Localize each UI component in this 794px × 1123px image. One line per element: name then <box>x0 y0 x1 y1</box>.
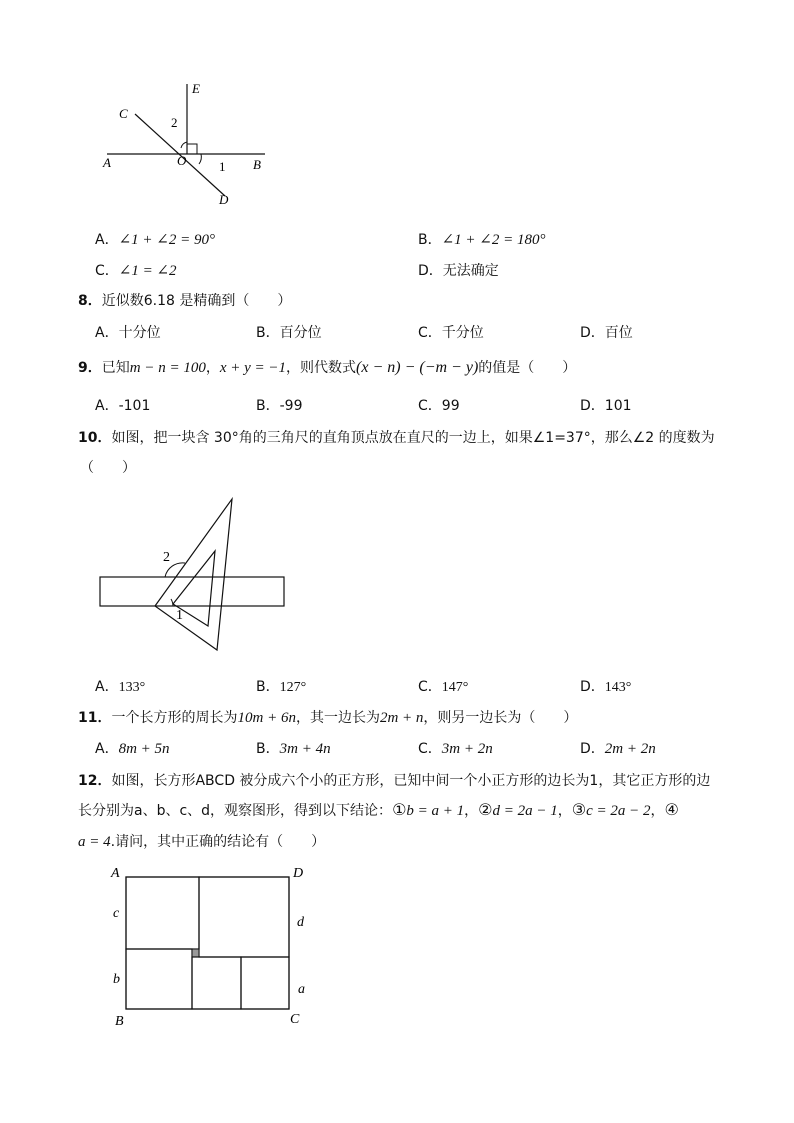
option-letter: D． <box>580 325 605 341</box>
option-text: 无法确定 <box>442 263 499 279</box>
q11-option-d[interactable] <box>580 738 656 758</box>
option-text: 143° <box>604 680 632 695</box>
option-text: 99 <box>441 398 460 414</box>
option-text: 十分位 <box>118 325 161 341</box>
q10-option-d[interactable] <box>580 676 631 696</box>
q9-stem <box>78 357 576 377</box>
question-text: 如图，长方形ABCD 被分成六个小的正方形，已知中间一个小正方形的边长为1，其它正方形的边 <box>111 773 711 789</box>
question-text: 如图，把一块含 30°角的三角尺的直角顶点放在直尺的一边上，如果∠1=37°，那么∠2 的度数为 <box>111 430 715 446</box>
option-letter: A． <box>95 398 119 414</box>
q10-figure <box>95 493 295 658</box>
label-o: O <box>177 153 187 168</box>
stem-mid: ，其一边长为 <box>295 710 380 726</box>
option-text: 3m + 4n <box>279 741 331 757</box>
label-b-side: b <box>113 972 120 987</box>
expression: (x − n) − (−m − y) <box>356 359 479 376</box>
option-letter: C． <box>95 263 119 279</box>
rectangle-abcd <box>126 877 289 1009</box>
label-d-vertex: D <box>293 866 304 881</box>
q9-option-b[interactable] <box>256 395 302 415</box>
option-text: -101 <box>118 398 151 414</box>
option-text: 百分位 <box>279 325 322 341</box>
label-2: 2 <box>171 115 178 130</box>
option-text: 8m + 5n <box>118 741 170 757</box>
q10-option-c[interactable] <box>418 676 468 696</box>
condition-1: m − n = 100 <box>129 360 206 376</box>
square-a-left <box>192 957 241 1009</box>
square-c <box>126 877 199 949</box>
stem-suffix: 的值是（ ） <box>478 360 577 376</box>
option-text: 百位 <box>604 325 633 341</box>
option-letter: A． <box>95 325 119 341</box>
q7-option-b[interactable] <box>418 229 546 249</box>
option-text: -99 <box>279 398 303 414</box>
conclusion-1-mark: ① <box>392 800 407 819</box>
q7-figure <box>95 78 285 213</box>
option-text: 3m + 2n <box>441 741 493 757</box>
label-b-vertex: B <box>115 1014 124 1029</box>
stem-mid: ，则代数式 <box>286 360 357 376</box>
option-letter: C． <box>418 741 442 757</box>
q11-stem <box>78 707 577 727</box>
separator: ， <box>205 360 220 376</box>
label-c: C <box>119 106 128 121</box>
angle1-arc <box>199 154 201 164</box>
option-letter: A． <box>95 741 119 757</box>
condition-2: x + y = −1 <box>219 360 287 376</box>
option-letter: C． <box>418 398 442 414</box>
label-e: E <box>192 81 200 96</box>
q8-option-d[interactable] <box>580 322 633 342</box>
perimeter-expr: 10m + 6n <box>237 710 296 726</box>
q9-option-c[interactable] <box>418 395 460 415</box>
option-text: ∠1 + ∠2 = 90° <box>118 232 215 248</box>
conclusion-4: a = 4 <box>78 834 111 850</box>
option-letter: B． <box>256 398 280 414</box>
stem-suffix: .请问，其中正确的结论有（ ） <box>110 834 326 850</box>
question-text: 近似数6.18 是精确到（ ） <box>101 293 292 309</box>
label-c-vertex: C <box>290 1012 300 1027</box>
q9-option-d[interactable] <box>580 395 632 415</box>
option-letter: A． <box>95 232 119 248</box>
label-1: 1 <box>219 159 226 174</box>
q7-option-c[interactable] <box>95 260 177 280</box>
ruler <box>100 577 284 606</box>
triangle-ruler-outer <box>155 499 232 650</box>
q9-option-a[interactable] <box>95 395 150 415</box>
option-letter: B． <box>256 741 280 757</box>
option-letter: D． <box>580 679 605 695</box>
q12-figure <box>105 862 320 1032</box>
square-center <box>192 949 199 957</box>
square-a-right <box>241 957 289 1009</box>
stem-prefix: 一个长方形的周长为 <box>111 710 238 726</box>
label-d: D <box>219 192 229 207</box>
option-letter: A． <box>95 679 119 695</box>
question-number: 11． <box>78 710 112 726</box>
q10-option-b[interactable] <box>256 676 306 696</box>
square-b <box>126 949 192 1009</box>
option-text: ∠1 + ∠2 = 180° <box>441 232 546 248</box>
option-letter: D． <box>418 263 443 279</box>
option-text: 101 <box>604 398 632 414</box>
conclusion-3-mark: ③ <box>571 800 587 819</box>
right-angle-mark <box>187 144 197 154</box>
option-letter: B． <box>418 232 442 248</box>
q8-option-a[interactable] <box>95 322 161 342</box>
label-c-side: c <box>113 906 120 921</box>
q12-stem-line1 <box>78 770 710 790</box>
q7-option-d[interactable] <box>418 260 499 280</box>
side-expr: 2m + n <box>379 710 424 726</box>
option-text: 2m + 2n <box>604 741 656 757</box>
option-text: ∠1 = ∠2 <box>118 263 177 279</box>
stem-prefix: 长分别为a、b、c、d，观察图形，得到以下结论： <box>78 803 393 819</box>
label-a-side: a <box>298 982 305 997</box>
label-d-side: d <box>297 915 304 930</box>
stem-suffix: ，则另一边长为（ ） <box>423 710 578 726</box>
question-number: 10． <box>78 430 112 446</box>
option-text: 147° <box>441 680 469 695</box>
option-letter: D． <box>580 741 605 757</box>
question-number: 9． <box>78 360 102 376</box>
conclusion-2: d = 2a − 1 <box>492 803 558 819</box>
q12-stem-line2: 长分别为a、b、c、d，观察图形，得到以下结论：①b = a + 1，②d = 2a − 1，③c = 2a − 2，④ <box>78 800 679 819</box>
q10-stem-line2: （ ） <box>80 460 136 476</box>
option-letter: B． <box>256 679 280 695</box>
label-2: 2 <box>163 550 170 565</box>
question-number: 12． <box>78 773 112 789</box>
q8-option-c[interactable] <box>418 322 484 342</box>
option-text: 千分位 <box>441 325 484 341</box>
label-1: 1 <box>176 608 183 623</box>
option-letter: C． <box>418 679 442 695</box>
q7-option-a[interactable] <box>95 229 215 249</box>
option-text: 133° <box>118 680 146 695</box>
q11-option-b[interactable] <box>256 738 331 758</box>
square-d <box>199 877 289 957</box>
q11-option-c[interactable] <box>418 738 493 758</box>
option-letter: C． <box>418 325 442 341</box>
option-letter: D． <box>580 398 605 414</box>
label-a-vertex: A <box>111 866 120 881</box>
q10-option-a[interactable] <box>95 676 145 696</box>
q8-stem <box>78 290 291 310</box>
label-b: B <box>253 157 261 172</box>
angle2-arc <box>181 142 187 148</box>
conclusion-3: c = 2a − 2 <box>586 803 651 819</box>
q12-stem-line3 <box>78 831 325 851</box>
conclusion-1: b = a + 1 <box>406 803 465 819</box>
q10-stem-line1 <box>78 427 715 447</box>
conclusion-4-mark: ④ <box>664 800 679 819</box>
question-number: 8． <box>78 293 102 309</box>
label-a: A <box>103 155 111 170</box>
q11-option-a[interactable] <box>95 738 170 758</box>
option-letter: B． <box>256 325 280 341</box>
q8-option-b[interactable] <box>256 322 322 342</box>
stem-prefix: 已知 <box>101 360 130 376</box>
option-text: 127° <box>279 680 307 695</box>
conclusion-2-mark: ② <box>478 800 493 819</box>
